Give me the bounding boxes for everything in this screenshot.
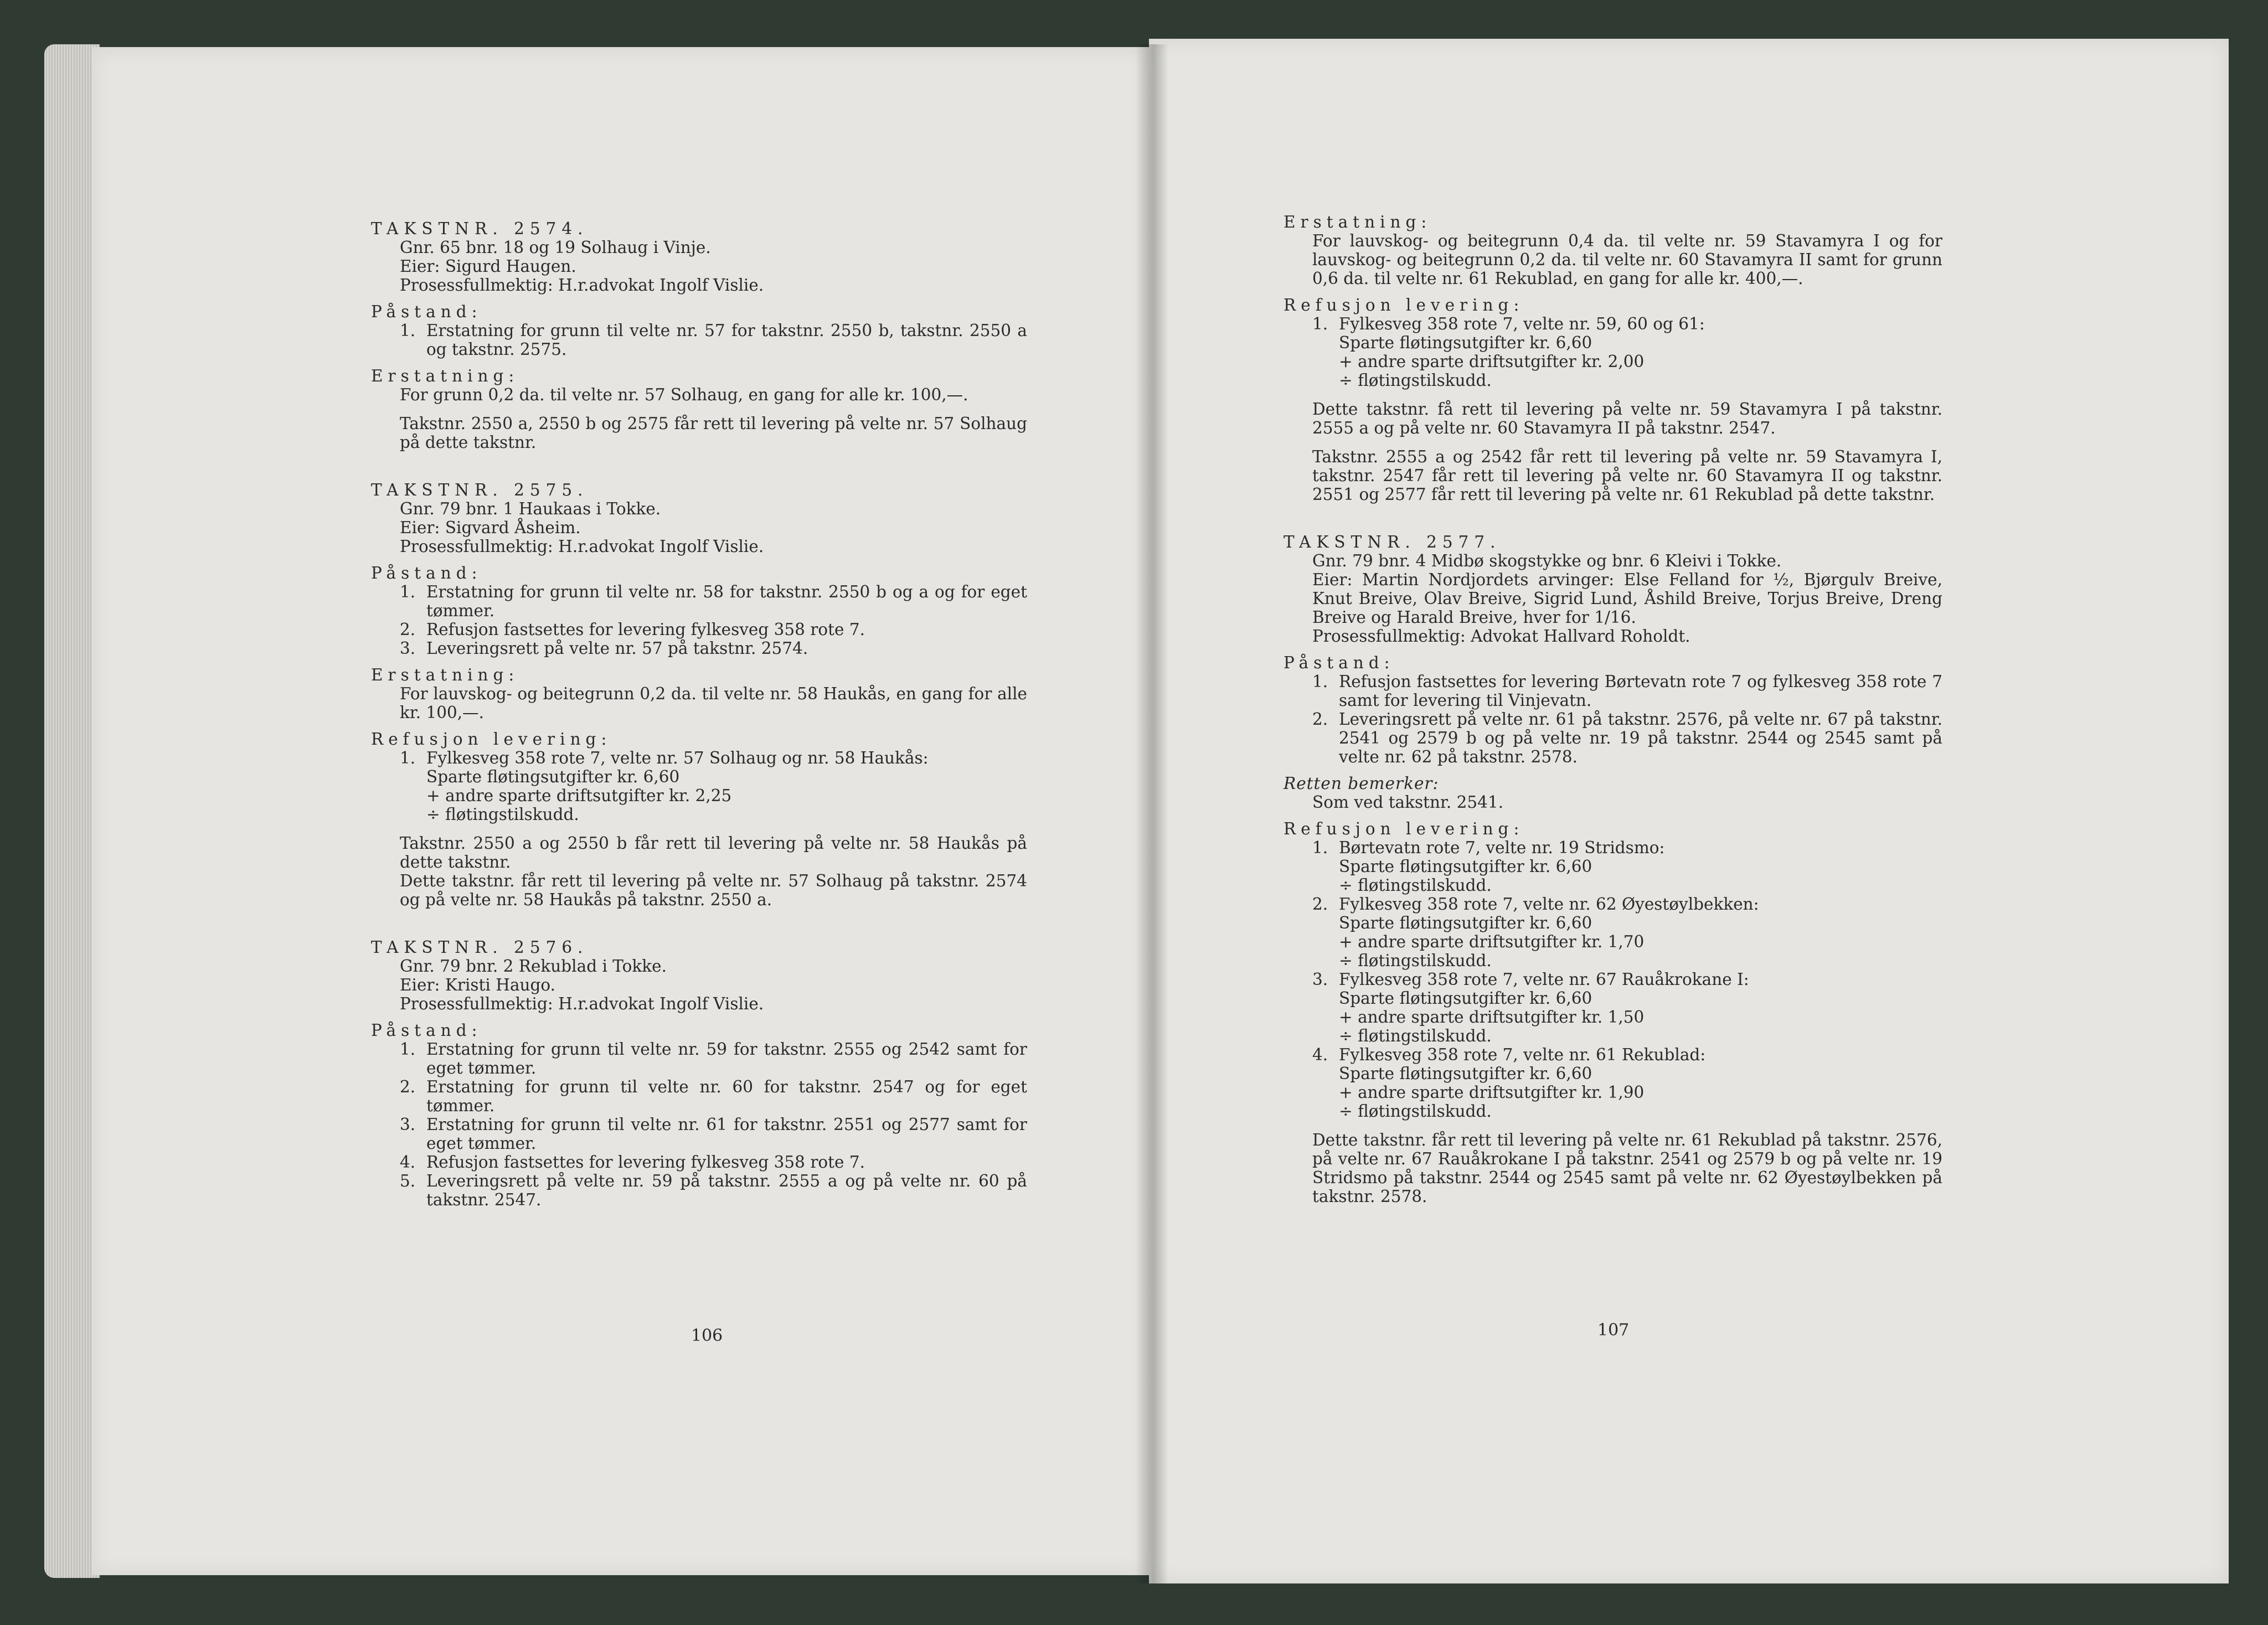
list-number: 4. [400, 1153, 416, 1172]
sub-line: Sparte fløtingsutgifter kr. 6,60 [1339, 914, 1592, 932]
list-item [371, 1115, 1027, 1153]
list-item [1284, 895, 1942, 914]
sub-line: ÷ fløtingstilskudd. [1339, 371, 1492, 390]
remark-label: Retten bemerker: [1284, 774, 1439, 793]
sub-line: ÷ fløtingstilskudd. [1339, 1102, 1492, 1121]
paragraph: Takstnr. 2555 a og 2542 får rett til levering på velte nr. 59 Stavamyra I, takstnr. 2547 får rett til levering på velte nr. 60 Stavamyra II og takstnr. 2551 og 2577 får rett til levering på velte nr. 61 Rekublad på dette takstnr. [1312, 447, 1942, 504]
list-number: 3. [400, 639, 416, 658]
text-line: Gnr. 79 bnr. 1 Haukaas i Tokke. [400, 499, 661, 518]
list-text: Refusjon fastsettes for levering Børtevatn rote 7 og fylkesveg 358 rote 7 samt for levering til Vinjevatn. [1339, 672, 1942, 710]
section-label: Påstand: [371, 1021, 482, 1040]
case-heading: TAKSTNR. 2577. [1284, 533, 1501, 551]
list-item [371, 1040, 1027, 1077]
section-label: Påstand: [371, 564, 482, 582]
sub-line: + andre sparte driftsutgifter kr. 1,70 [1339, 932, 1645, 951]
list-item [1284, 838, 1942, 857]
section-label: Refusjon levering: [1284, 819, 1524, 838]
text-line: Prosessfullmektig: H.r.advokat Ingolf Vislie. [400, 537, 764, 556]
list-text: Fylkesveg 358 rote 7, velte nr. 61 Rekublad: [1339, 1045, 1706, 1064]
case-heading: TAKSTNR. 2574. [371, 219, 589, 238]
list-number: 1. [1312, 314, 1328, 333]
right-page-number: 107 [1597, 1320, 1630, 1340]
text-line: Gnr. 79 bnr. 4 Midbø skogstykke og bnr. 6 Kleivi i Tokke. [1312, 551, 1782, 570]
list-text: Erstatning for grunn til velte nr. 58 for takstnr. 2550 b og a og for eget tømmer. [426, 582, 1027, 620]
list-item [1284, 710, 1942, 766]
list-text: Børtevatn rote 7, velte nr. 19 Stridsmo: [1339, 838, 1665, 857]
list-item [1284, 970, 1942, 989]
section-label: Erstatning: [371, 367, 519, 385]
list-number: 1. [1312, 838, 1328, 857]
text-line: Prosessfullmektig: Advokat Hallvard Roholdt. [1312, 627, 1690, 646]
text-line: For lauvskog- og beitegrunn 0,4 da. til velte nr. 59 Stavamyra I og for lauvskog- og beitegrunn 0,2 da. til velte nr. 60 Stavamyra II samt for grunn 0,6 da. til velte nr. 61 Rekublad, en gang for alle kr. 400,—. [1312, 231, 1942, 288]
case-heading: TAKSTNR. 2576. [371, 938, 589, 957]
list-number: 1. [400, 582, 416, 601]
sub-line: ÷ fløtingstilskudd. [1339, 1026, 1492, 1045]
list-item [1284, 672, 1942, 710]
list-item [371, 1172, 1027, 1209]
sub-line: Sparte fløtingsutgifter kr. 6,60 [1339, 989, 1592, 1008]
list-number: 1. [400, 1040, 416, 1059]
text-line: Gnr. 79 bnr. 2 Rekublad i Tokke. [400, 957, 667, 976]
list-text: Fylkesveg 358 rote 7, velte nr. 62 Øyestøylbekken: [1339, 895, 1759, 914]
list-text: Erstatning for grunn til velte nr. 61 for takstnr. 2551 og 2577 samt for eget tømmer. [426, 1115, 1027, 1153]
list-item [371, 1153, 1027, 1172]
list-number: 5. [400, 1172, 416, 1190]
section-label: Refusjon levering: [371, 730, 612, 749]
sub-line: Sparte fløtingsutgifter kr. 6,60 [426, 767, 680, 786]
list-number: 2. [400, 620, 416, 639]
sub-line: ÷ fløtingstilskudd. [1339, 876, 1492, 895]
sub-line: Sparte fløtingsutgifter kr. 6,60 [1339, 1064, 1592, 1083]
paragraph: Takstnr. 2550 a, 2550 b og 2575 får rett til levering på velte nr. 57 Solhaug på dette takstnr. [400, 414, 1027, 452]
list-number: 2. [400, 1077, 416, 1096]
text-line: Som ved takstnr. 2541. [1312, 793, 1504, 812]
section-label: Påstand: [1284, 653, 1395, 672]
section-label: Påstand: [371, 302, 482, 321]
text-line: Prosessfullmektig: H.r.advokat Ingolf Vislie. [400, 994, 764, 1013]
list-text: Leveringsrett på velte nr. 59 på takstnr. 2555 a og på velte nr. 60 på takstnr. 2547. [426, 1172, 1027, 1209]
list-item [371, 620, 1027, 639]
list-text: Refusjon fastsettes for levering fylkesveg 358 rote 7. [426, 620, 865, 639]
list-number: 2. [1312, 895, 1328, 914]
list-text: Fylkesveg 358 rote 7, velte nr. 57 Solhaug og nr. 58 Haukås: [426, 749, 929, 767]
text-line: For lauvskog- og beitegrunn 0,2 da. til velte nr. 58 Haukås, en gang for alle kr. 100,—. [400, 684, 1027, 722]
list-item [371, 321, 1027, 359]
text-line: Eier: Sigurd Haugen. [400, 257, 576, 276]
text-line: For grunn 0,2 da. til velte nr. 57 Solhaug, en gang for alle kr. 100,—. [400, 385, 968, 404]
list-item [1284, 1045, 1942, 1064]
text-line: Eier: Kristi Haugo. [400, 976, 556, 994]
section-label: Refusjon levering: [1284, 296, 1524, 314]
list-item [371, 639, 1027, 658]
text-line: Dette takstnr. får rett til levering på velte nr. 57 Solhaug på takstnr. 2574 og på velte nr. 58 Haukås på takstnr. 2550 a. [400, 871, 1027, 909]
list-text: Erstatning for grunn til velte nr. 60 for takstnr. 2547 og for eget tømmer. [426, 1077, 1027, 1115]
list-number: 1. [1312, 672, 1328, 691]
sub-line: + andre sparte driftsutgifter kr. 2,25 [426, 786, 732, 805]
sub-line: + andre sparte driftsutgifter kr. 1,90 [1339, 1083, 1645, 1102]
text-line: Prosessfullmektig: H.r.advokat Ingolf Vislie. [400, 276, 764, 295]
list-text: Refusjon fastsettes for levering fylkesveg 358 rote 7. [426, 1153, 865, 1172]
sub-line: Sparte fløtingsutgifter kr. 6,60 [1339, 857, 1592, 876]
text-line: Gnr. 65 bnr. 18 og 19 Solhaug i Vinje. [400, 238, 711, 257]
text-line: Eier: Martin Nordjordets arvinger: Else Felland for ½, Bjørgulv Breive, Knut Breive, Olav Breive, Sigrid Lund, Åshild Breive, Torjus Breive, Dreng Breive og Harald Breive, hver for 1/16. [1312, 570, 1942, 627]
case-heading: TAKSTNR. 2575. [371, 481, 589, 499]
list-item [1284, 314, 1942, 333]
section-label: Erstatning: [371, 666, 519, 684]
list-item [371, 1077, 1027, 1115]
list-text: Erstatning for grunn til velte nr. 57 for takstnr. 2550 b, takstnr. 2550 a og takstnr. 2575. [426, 321, 1027, 359]
sub-line: ÷ fløtingstilskudd. [426, 805, 579, 824]
text-line: Eier: Sigvard Åsheim. [400, 518, 581, 537]
list-item [371, 749, 1027, 767]
list-text: Fylkesveg 358 rote 7, velte nr. 59, 60 og 61: [1339, 314, 1705, 333]
list-number: 3. [1312, 970, 1328, 989]
sub-line: ÷ fløtingstilskudd. [1339, 951, 1492, 970]
section-label: Erstatning: [1284, 213, 1432, 231]
list-text: Leveringsrett på velte nr. 57 på takstnr. 2574. [426, 639, 808, 658]
list-text: Leveringsrett på velte nr. 61 på takstnr. 2576, på velte nr. 67 på takstnr. 2541 og 2579 b og på velte nr. 19 på takstnr. 2544 og 2545 samt på velte nr. 62 på takstnr. 2578. [1339, 710, 1942, 766]
list-number: 3. [400, 1115, 416, 1134]
paragraph: Dette takstnr. få rett til levering på velte nr. 59 Stavamyra I på takstnr. 2555 a og på velte nr. 60 Stavamyra II på takstnr. 2547. [1312, 400, 1942, 437]
list-item [371, 582, 1027, 620]
list-number: 2. [1312, 710, 1328, 729]
sub-line: + andre sparte driftsutgifter kr. 2,00 [1339, 352, 1645, 371]
left-page-number: 106 [691, 1326, 723, 1345]
list-number: 1. [400, 749, 416, 767]
list-number: 4. [1312, 1045, 1328, 1064]
list-text: Erstatning for grunn til velte nr. 59 for takstnr. 2555 og 2542 samt for eget tømmer. [426, 1040, 1027, 1077]
paragraph: Dette takstnr. får rett til levering på velte nr. 61 Rekublad på takstnr. 2576, på velte nr. 67 Rauåkrokane I på takstnr. 2541 og 2579 b og på velte nr. 19 Stridsmo på takstnr. 2544 og 2545 samt på velte nr. 62 Øyestøylbekken på takstnr. 2578. [1312, 1131, 1942, 1206]
sub-line: + andre sparte driftsutgifter kr. 1,50 [1339, 1008, 1645, 1026]
right-page-text [1284, 213, 1942, 1206]
list-number: 1. [400, 321, 416, 340]
left-page-text [371, 219, 1027, 1209]
sub-line: Sparte fløtingsutgifter kr. 6,60 [1339, 333, 1592, 352]
book-gutter [1135, 44, 1168, 1583]
list-text: Fylkesveg 358 rote 7, velte nr. 67 Rauåkrokane I: [1339, 970, 1749, 989]
paragraph: Takstnr. 2550 a og 2550 b får rett til levering på velte nr. 58 Haukås på dette takstnr. [400, 834, 1027, 871]
